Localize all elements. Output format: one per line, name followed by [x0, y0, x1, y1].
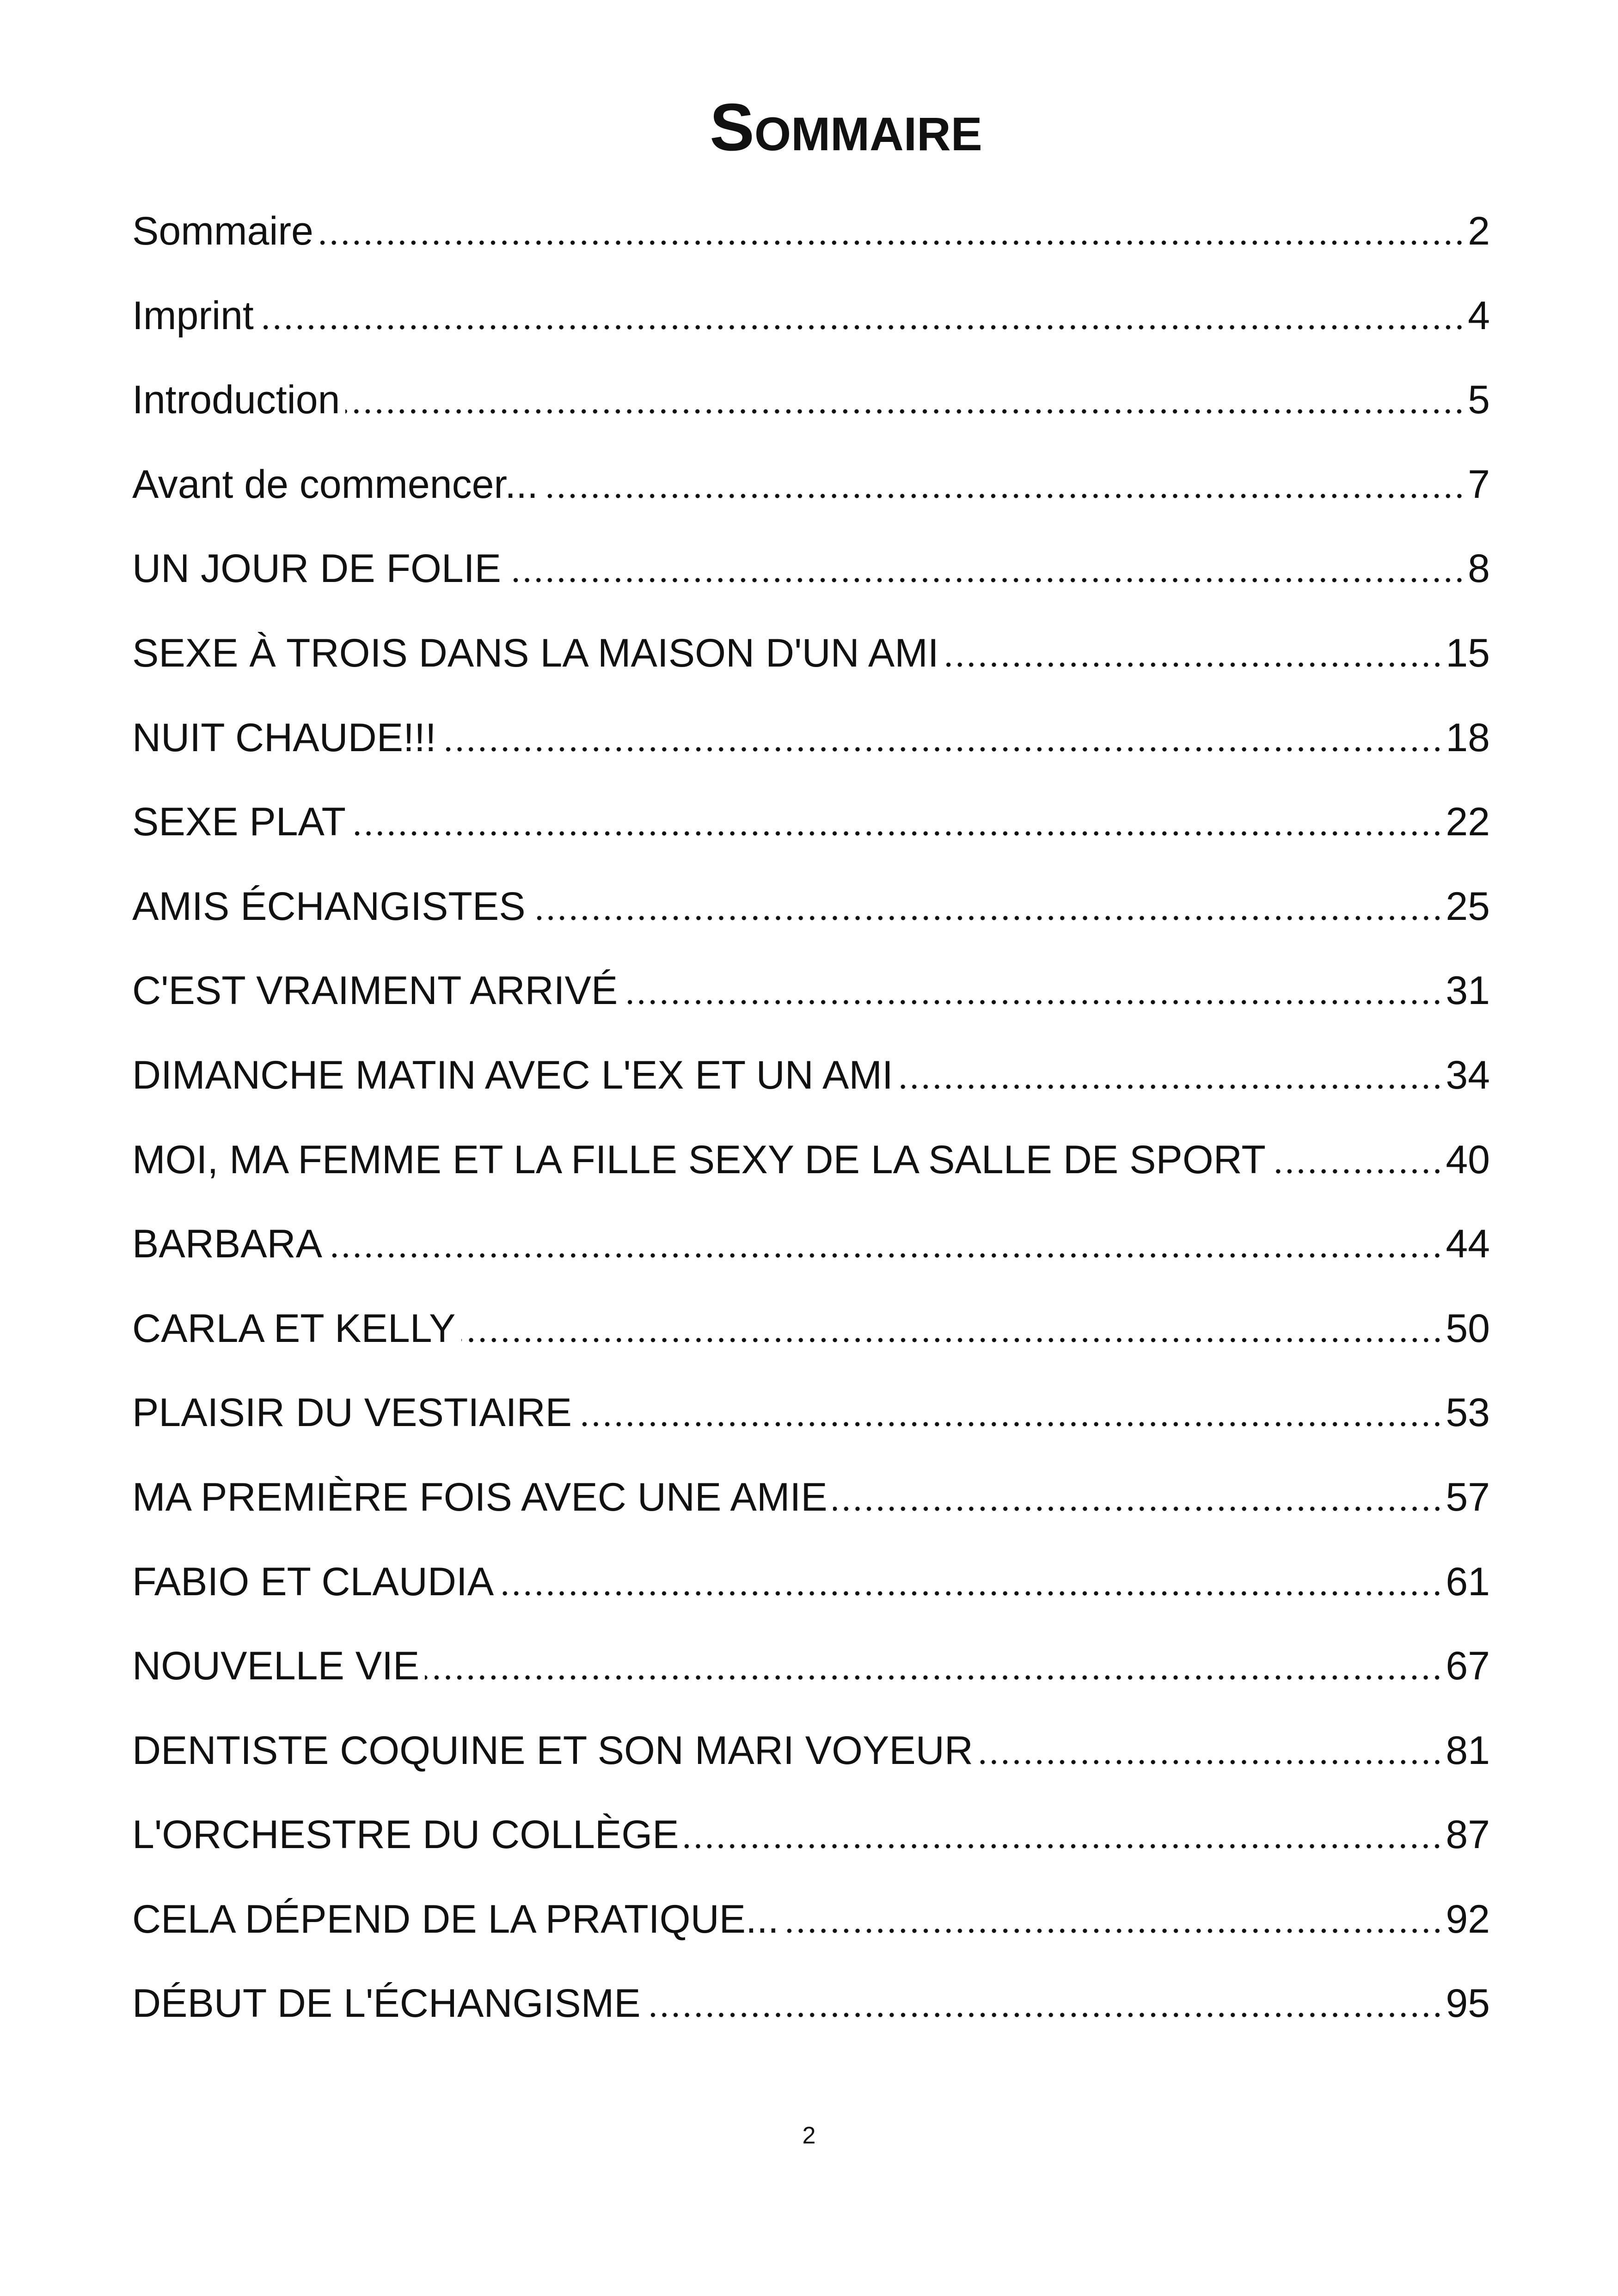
toc-entry — [132, 864, 1490, 949]
toc-entry-title: SEXE À TROIS DANS LA MAISON D'UN AMI — [132, 631, 939, 675]
dot-leader — [623, 949, 1443, 1033]
toc-entry-title: L'ORCHESTRE DU COLLÈGE — [132, 1812, 679, 1857]
toc-entry-title: DÉBUT DE L'ÉCHANGISME — [132, 1981, 641, 2026]
toc-entry-title: DENTISTE COQUINE ET SON MARI VOYEUR — [132, 1728, 973, 1773]
page-number: 2 — [802, 2122, 816, 2149]
dot-leader — [425, 1624, 1443, 1708]
toc-entry-page: 25 — [1446, 884, 1490, 929]
toc-entry-title: CELA DÉPEND DE LA PRATIQUE... — [132, 1897, 779, 1941]
dot-leader — [899, 1033, 1443, 1118]
toc-entry-title: DIMANCHE MATIN AVEC L'EX ET UN AMI — [132, 1053, 893, 1097]
toc-entry-page: 7 — [1468, 462, 1490, 507]
toc-entry — [132, 1540, 1490, 1624]
toc-entry-title: Avant de commencer... — [132, 462, 538, 507]
dot-leader — [499, 1540, 1443, 1624]
toc-entry-page: 57 — [1446, 1475, 1490, 1519]
dot-leader — [544, 442, 1465, 527]
toc-entry-page: 92 — [1446, 1897, 1490, 1941]
toc-entry-page: 40 — [1446, 1137, 1490, 1182]
toc-entry — [132, 189, 1490, 274]
dot-leader — [784, 1877, 1443, 1962]
toc-entry-page: 95 — [1446, 1981, 1490, 2026]
toc-entry-page: 2 — [1468, 209, 1490, 253]
toc-entry — [132, 358, 1490, 442]
toc-entry-title: Imprint — [132, 293, 254, 338]
dot-leader — [507, 527, 1465, 611]
dot-leader — [351, 780, 1443, 864]
toc-entry — [132, 1455, 1490, 1540]
toc-entry-page: 50 — [1446, 1306, 1490, 1351]
dot-leader — [531, 864, 1443, 949]
dot-leader — [345, 358, 1465, 442]
toc-entry-title: Sommaire — [132, 209, 313, 253]
dot-leader — [646, 1961, 1443, 2046]
toc-entry-title: NOUVELLE VIE — [132, 1644, 420, 1689]
toc-entry-page: 44 — [1446, 1222, 1490, 1267]
toc-entry-page: 8 — [1468, 546, 1490, 591]
toc-entry-title: NUIT CHAUDE!!! — [132, 715, 436, 760]
toc-entry-title: Introduction — [132, 378, 340, 422]
toc-entry — [132, 1961, 1490, 2046]
toc-entry-page: 67 — [1446, 1644, 1490, 1689]
toc-entry — [132, 1624, 1490, 1708]
toc-entry — [132, 527, 1490, 611]
dot-leader — [684, 1793, 1443, 1877]
toc-entry — [132, 1286, 1490, 1371]
toc-entry-title: AMIS ÉCHANGISTES — [132, 884, 526, 929]
toc-entry-page: 61 — [1446, 1559, 1490, 1604]
dot-leader — [328, 1202, 1443, 1286]
toc-entry-page: 4 — [1468, 293, 1490, 338]
toc-entry-title: FABIO ET CLAUDIA — [132, 1559, 494, 1604]
toc-entry — [132, 1793, 1490, 1877]
toc-entry-title: MA PREMIÈRE FOIS AVEC UNE AMIE — [132, 1475, 827, 1519]
toc-entry-title: UN JOUR DE FOLIE — [132, 546, 501, 591]
toc-entry — [132, 274, 1490, 358]
toc-entry — [132, 780, 1490, 864]
table-of-contents — [132, 189, 1490, 2046]
toc-entry-page: 87 — [1446, 1812, 1490, 1857]
toc-entry-title: MOI, MA FEMME ET LA FILLE SEXY DE LA SALLE DE SPORT — [132, 1137, 1266, 1182]
toc-entry-title: C'EST VRAIMENT ARRIVÉ — [132, 968, 618, 1013]
dot-leader — [319, 189, 1465, 274]
toc-entry — [132, 1877, 1490, 1962]
toc-entry — [132, 949, 1490, 1033]
toc-entry-page: 31 — [1446, 968, 1490, 1013]
toc-entry-page: 15 — [1446, 631, 1490, 675]
toc-entry — [132, 1033, 1490, 1118]
toc-entry-page: 22 — [1446, 800, 1490, 845]
page-title: SOMMAIRE — [710, 90, 982, 165]
toc-entry-page: 34 — [1446, 1053, 1490, 1097]
toc-entry — [132, 1708, 1490, 1793]
dot-leader — [1271, 1118, 1443, 1202]
toc-entry — [132, 611, 1490, 696]
toc-entry-title: PLAISIR DU VESTIAIRE — [132, 1390, 572, 1435]
dot-leader — [442, 696, 1443, 780]
dot-leader — [979, 1708, 1443, 1793]
toc-entry — [132, 696, 1490, 780]
toc-entry-page: 5 — [1468, 378, 1490, 422]
toc-entry — [132, 1118, 1490, 1202]
toc-entry-title: BARBARA — [132, 1222, 323, 1267]
toc-entry-page: 18 — [1446, 715, 1490, 760]
toc-entry — [132, 442, 1490, 527]
toc-entry-title: CARLA ET KELLY — [132, 1306, 456, 1351]
toc-entry-page: 53 — [1446, 1390, 1490, 1435]
toc-entry — [132, 1202, 1490, 1286]
dot-leader — [259, 274, 1465, 358]
dot-leader — [833, 1455, 1443, 1540]
toc-entry-title: SEXE PLAT — [132, 800, 346, 845]
dot-leader — [944, 611, 1443, 696]
dot-leader — [577, 1371, 1443, 1455]
toc-entry — [132, 1371, 1490, 1455]
toc-entry-page: 81 — [1446, 1728, 1490, 1773]
dot-leader — [461, 1286, 1443, 1371]
